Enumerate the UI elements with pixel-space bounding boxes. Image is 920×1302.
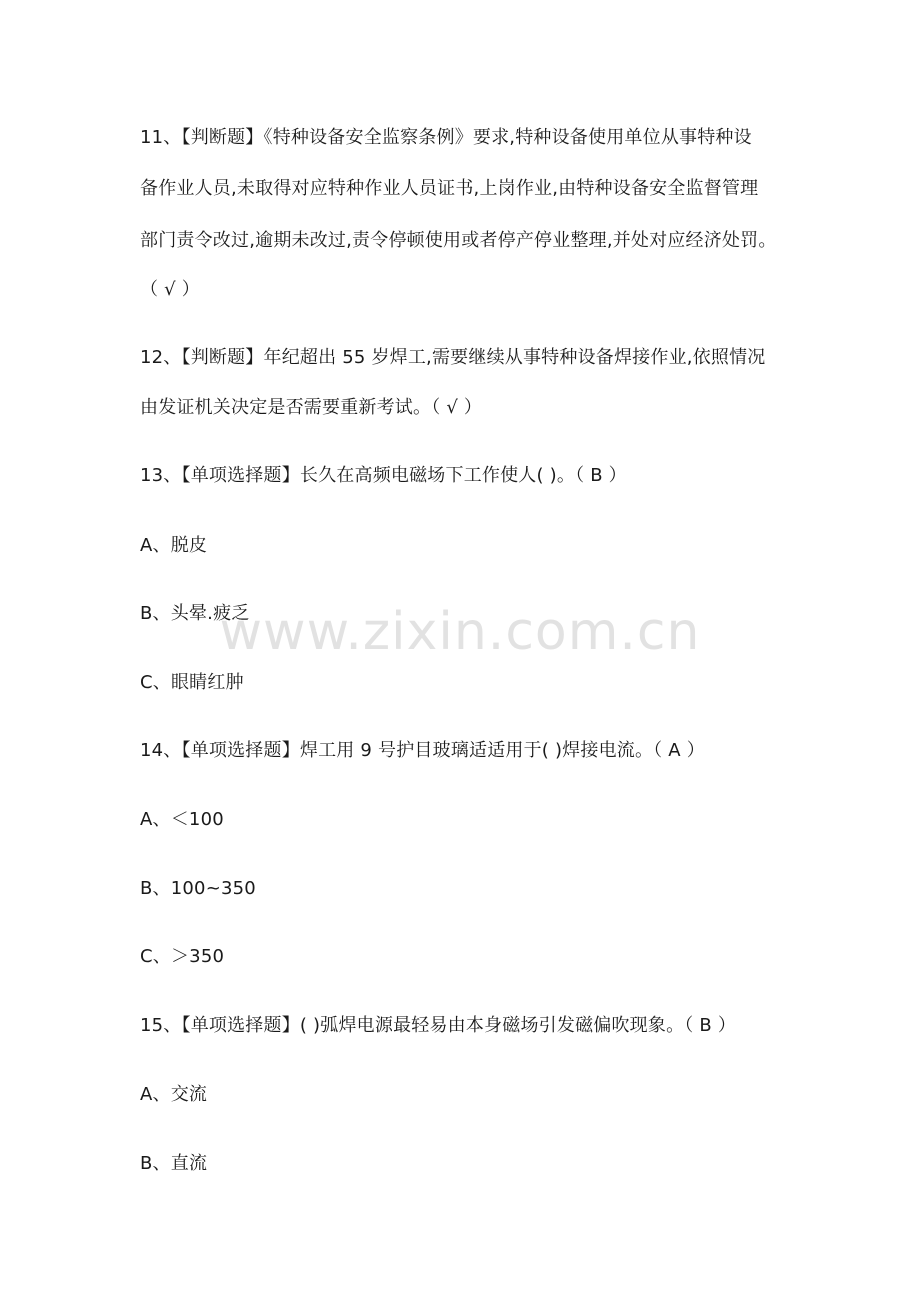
q12-line-2: 由发证机关决定是否需要重新考试。（ √ ） (140, 397, 483, 418)
q15-option-a: A、交流 (140, 1084, 208, 1105)
q11-answer: （ √ ） (140, 279, 200, 300)
q12-line-1: 12、【判断题】年纪超出 55 岁焊工,需要继续从事特种设备焊接作业,依照情况 (140, 347, 766, 368)
q14-stem: 14、【单项选择题】焊工用 9 号护目玻璃适适用于( )焊接电流。（ A ） (140, 740, 705, 761)
q14-option-c: C、＞350 (140, 946, 225, 967)
q13-option-a: A、脱皮 (140, 535, 208, 556)
q13-option-c: C、眼睛红肿 (140, 672, 244, 693)
q14-option-b: B、100~350 (140, 878, 256, 899)
q13-stem: 13、【单项选择题】长久在高频电磁场下工作使人( )。（ B ） (140, 465, 627, 486)
q11-line-3: 部门责令改过,逾期未改过,责令停顿使用或者停产停业整理,并处对应经济处罚。 (140, 230, 777, 251)
q11-line-1: 11、【判断题】《特种设备安全监察条例》要求,特种设备使用单位从事特种设 (140, 127, 752, 148)
q14-option-a: A、＜100 (140, 809, 224, 830)
q11-line-2: 备作业人员,未取得对应特种作业人员证书,上岗作业,由特种设备安全监督管理 (140, 178, 759, 199)
watermark: www.zixin.com.cn (219, 602, 701, 662)
q15-stem: 15、【单项选择题】( )弧焊电源最轻易由本身磁场引发磁偏吹现象。（ B ） (140, 1015, 737, 1036)
q15-option-b: B、直流 (140, 1153, 208, 1174)
q13-option-b: B、头晕.疲乏 (140, 603, 250, 624)
